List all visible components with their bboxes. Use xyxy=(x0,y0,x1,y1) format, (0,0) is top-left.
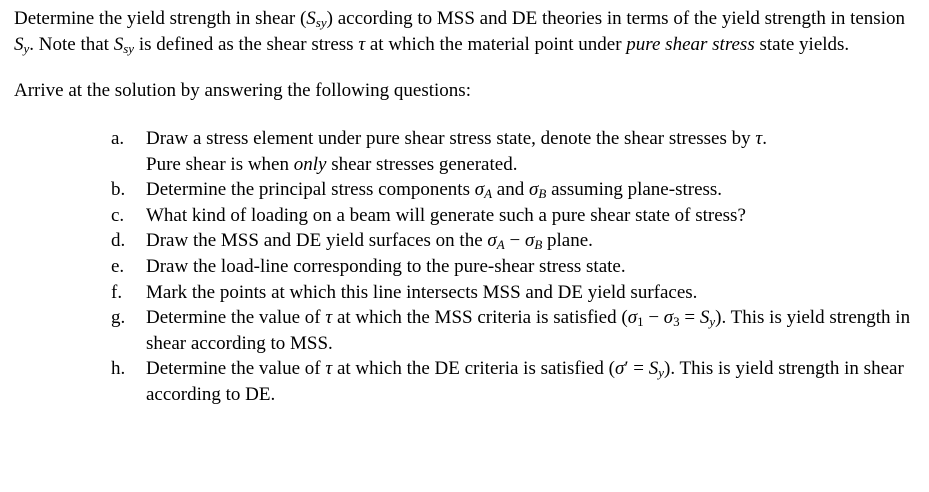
math-sub-3: 3 xyxy=(673,314,680,330)
question-item xyxy=(14,280,919,306)
question-text: ). This is yield strength in shear according to MSS. xyxy=(146,307,911,354)
math-sub-a: A xyxy=(484,186,493,202)
sigma-3-symbol xyxy=(664,307,680,328)
question-list xyxy=(14,126,919,408)
von-mises-symbol xyxy=(615,358,629,379)
math-s: S xyxy=(14,34,24,55)
intro-text: state yields. xyxy=(754,34,850,55)
sigma-a-symbol xyxy=(487,230,504,251)
math-sub-b: B xyxy=(534,237,543,253)
question-text: . xyxy=(762,128,767,149)
intro-text: ) according to MSS and DE theories in terms of the yield strength in tension xyxy=(326,8,905,29)
question-text: shear stresses generated. xyxy=(326,153,518,175)
math-sub-sy: sy xyxy=(123,41,135,56)
math-sigma: σ xyxy=(487,230,497,252)
math-sigma: σ xyxy=(614,358,625,380)
question-text: Determine the value of xyxy=(146,358,326,380)
question-text: and xyxy=(492,179,529,201)
question-marker: f. xyxy=(111,281,123,303)
tau-symbol: τ xyxy=(325,307,333,329)
tension-yield-symbol xyxy=(649,358,664,379)
intro-emphasis: pure shear stress xyxy=(626,34,755,55)
question-text: ). This is yield strength in shear according to DE. xyxy=(146,358,904,405)
question-item xyxy=(14,177,919,203)
question-marker: e. xyxy=(111,255,125,277)
tau-symbol: τ xyxy=(358,34,366,55)
math-minus: − xyxy=(648,307,660,329)
question-emphasis: only xyxy=(293,153,327,175)
math-sigma: σ xyxy=(627,307,638,329)
math-s: S xyxy=(113,34,124,55)
math-equals: = xyxy=(684,307,696,329)
sigma-a-symbol xyxy=(475,179,492,200)
intro-text: . Note that xyxy=(29,34,114,55)
math-sub-sy: sy xyxy=(315,15,327,30)
sigma-b-symbol xyxy=(525,230,542,251)
question-item xyxy=(14,356,919,407)
question-marker: d. xyxy=(111,230,126,252)
math-minus: − xyxy=(509,230,521,252)
question-text: at which the MSS criteria is satisfied ( xyxy=(332,307,628,329)
math-s: S xyxy=(699,307,710,329)
question-item xyxy=(14,203,919,229)
question-text: plane. xyxy=(542,230,593,252)
math-s: S xyxy=(306,8,316,29)
question-marker: g. xyxy=(111,307,126,329)
question-text: Draw the MSS and DE yield surfaces on the xyxy=(146,230,488,252)
question-text: Determine the principal stress components xyxy=(146,179,475,201)
tau-symbol: τ xyxy=(325,358,333,380)
question-text: Draw the load-line corresponding to the pure-shear stress state. xyxy=(146,255,626,277)
intro-text: at which the material point under xyxy=(365,34,627,55)
question-item xyxy=(14,126,919,177)
intro-text: is defined as the shear stress xyxy=(134,34,359,55)
question-item xyxy=(14,254,919,280)
math-sub-y: y xyxy=(658,365,665,381)
questions-prompt: Arrive at the solution by answering the following questions: xyxy=(14,80,471,101)
intro-paragraph xyxy=(14,6,919,58)
math-sub-y: y xyxy=(23,41,30,56)
question-text: Determine the value of xyxy=(146,307,326,329)
sigma-b-symbol xyxy=(529,179,546,200)
question-marker: b. xyxy=(111,179,126,201)
math-sub-1: 1 xyxy=(637,314,644,330)
tau-symbol: τ xyxy=(755,128,763,149)
tension-yield-symbol xyxy=(700,307,715,328)
tension-yield-symbol xyxy=(14,34,29,55)
question-text: What kind of loading on a beam will generate such a pure shear state of stress? xyxy=(146,204,746,226)
math-sigma: σ xyxy=(474,179,485,201)
question-text: Draw a stress element under pure shear stress state, denote the shear stresses by xyxy=(146,128,756,149)
question-item xyxy=(14,228,919,254)
math-sub-y: y xyxy=(709,314,716,330)
sigma-1-symbol xyxy=(628,307,644,328)
question-item xyxy=(14,305,919,356)
math-s: S xyxy=(648,358,659,380)
question-text: at which the DE criteria is satisfied ( xyxy=(332,358,615,380)
math-sigma: σ xyxy=(528,179,539,201)
math-sigma: σ xyxy=(524,230,535,252)
problem-statement xyxy=(14,6,919,408)
math-sub-a: A xyxy=(496,237,505,253)
question-text: assuming plane-stress. xyxy=(546,179,723,201)
question-marker: a. xyxy=(111,128,125,149)
shear-yield-symbol xyxy=(306,8,326,29)
question-marker: h. xyxy=(111,358,126,380)
question-marker: c. xyxy=(111,204,125,226)
math-sigma: σ xyxy=(663,307,674,329)
shear-yield-symbol xyxy=(114,34,134,55)
intro-text: Determine the yield strength in shear ( xyxy=(14,8,307,29)
question-text: Pure shear is when xyxy=(146,153,294,175)
math-prime: ′ xyxy=(624,358,629,380)
question-text: Mark the points at which this line intersects MSS and DE yield surfaces. xyxy=(146,281,698,303)
math-sub-b: B xyxy=(538,186,547,202)
math-equals: = xyxy=(633,358,644,380)
